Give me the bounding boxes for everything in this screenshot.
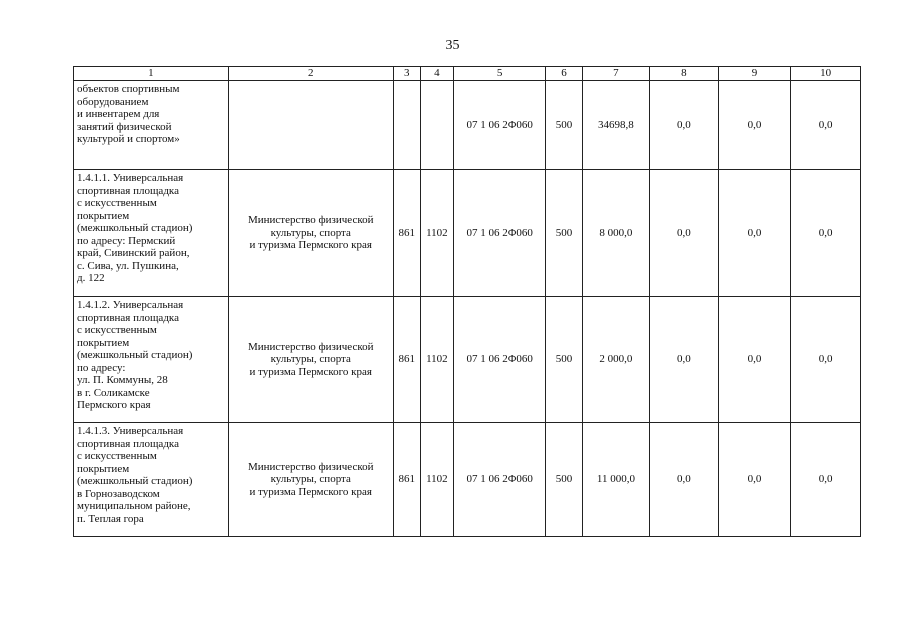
row-code-5: 07 1 06 2Ф060 [453,170,545,297]
page-number: 35 [445,38,460,53]
column-header: 2 [228,67,393,81]
row-code-4 [420,81,453,170]
column-header: 9 [718,67,791,81]
row-code-6: 500 [546,297,582,423]
row-amount-9: 0,0 [718,81,791,170]
row-amount-8: 0,0 [650,170,719,297]
column-header: 4 [420,67,453,81]
table-row [74,170,861,297]
row-code-3: 861 [393,423,420,537]
row-amount-7: 2 000,0 [582,297,649,423]
row-code-4: 1102 [420,170,453,297]
row-code-3: 861 [393,170,420,297]
row-amount-9: 0,0 [718,297,791,423]
row-organization: Министерство физической культуры, спорта и туризма Пермского края [228,297,393,423]
row-amount-8: 0,0 [650,297,719,423]
row-name: 1.4.1.3. Универсальная спортивная площадка с искусственным покрытием (межшкольный стадион) в Горнозаводском муниципальном районе, п. Теплая гора [74,423,229,537]
table-row [74,81,861,170]
row-amount-8: 0,0 [650,81,719,170]
column-header: 1 [74,67,229,81]
row-name: 1.4.1.2. Универсальная спортивная площадка с искусственным покрытием (межшкольный стадион) по адресу: ул. П. Коммуны, 28 в г. Соликамске Пермского края [74,297,229,423]
column-header: 3 [393,67,420,81]
row-name: 1.4.1.1. Универсальная спортивная площадка с искусственным покрытием (межшкольный стадион) по адресу: Пермский край, Сивинский район, с. Сива, ул. Пушкина, д. 122 [74,170,229,297]
row-code-3: 861 [393,297,420,423]
column-header: 7 [582,67,649,81]
budget-table [73,66,861,537]
column-header: 8 [650,67,719,81]
row-organization [228,81,393,170]
row-code-3 [393,81,420,170]
row-code-5: 07 1 06 2Ф060 [453,423,545,537]
row-code-4: 1102 [420,423,453,537]
row-amount-9: 0,0 [718,170,791,297]
row-amount-7: 34698,8 [582,81,649,170]
row-code-5: 07 1 06 2Ф060 [453,81,545,170]
row-code-5: 07 1 06 2Ф060 [453,297,545,423]
row-amount-7: 11 000,0 [582,423,649,537]
row-amount-9: 0,0 [718,423,791,537]
row-amount-8: 0,0 [650,423,719,537]
row-amount-10: 0,0 [791,297,861,423]
row-code-6: 500 [546,81,582,170]
row-name: объектов спортивным оборудованием и инвентарем для занятий физической культурой и спортом» [74,81,229,170]
header-row [74,67,861,81]
row-amount-10: 0,0 [791,423,861,537]
row-organization: Министерство физической культуры, спорта и туризма Пермского края [228,170,393,297]
row-code-6: 500 [546,423,582,537]
table-row [74,423,861,537]
table-row [74,297,861,423]
row-amount-10: 0,0 [791,170,861,297]
row-organization: Министерство физической культуры, спорта и туризма Пермского края [228,423,393,537]
row-amount-10: 0,0 [791,81,861,170]
column-header: 5 [453,67,545,81]
row-code-6: 500 [546,170,582,297]
row-amount-7: 8 000,0 [582,170,649,297]
column-header: 10 [791,67,861,81]
row-code-4: 1102 [420,297,453,423]
column-header: 6 [546,67,582,81]
